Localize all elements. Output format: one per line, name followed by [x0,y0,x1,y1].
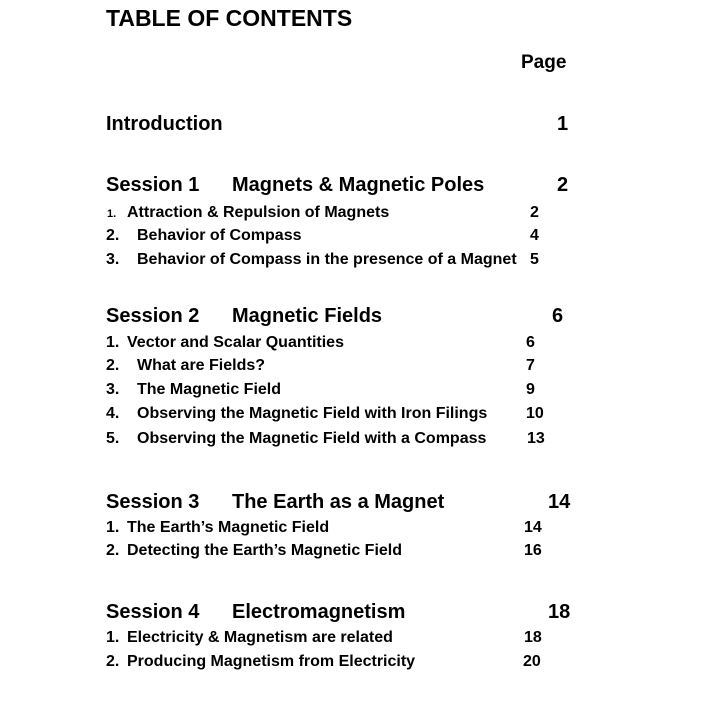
session-4-label: Session 4 [106,601,200,623]
session-1-item-1-page: 2 [530,204,539,221]
session-1-item-2-page: 4 [530,227,539,244]
session-2-item-2-page: 7 [526,357,535,374]
session-2-item-4-page: 10 [526,405,544,422]
session-1-label: Session 1 [106,174,200,196]
introduction-page: 1 [557,113,569,135]
session-4-item-1-num: 1. [106,629,120,646]
session-4-title: Electromagnetism [232,601,406,623]
session-2-item-3-label: The Magnetic Field [137,381,282,398]
page-title: TABLE OF CONTENTS [106,5,353,31]
session-4-item-2-label: Producing Magnetism from Electricity [127,653,416,670]
session-2-item-2-label: What are Fields? [137,357,266,374]
session-1-item-3-num: 3. [106,251,120,268]
session-1-item-1-num: 1. [107,208,117,220]
session-3-page: 14 [548,491,571,513]
session-1-page: 2 [557,174,569,196]
session-4-item-1-label: Electricity & Magnetism are related [127,629,393,646]
session-2-item-3-page: 9 [526,381,535,398]
session-2-item-3-num: 3. [106,381,120,398]
session-3-item-2-label: Detecting the Earth’s Magnetic Field [127,542,403,559]
session-2-item-4-num: 4. [106,405,120,422]
introduction-label: Introduction [106,113,223,135]
session-1-item-2-num: 2. [106,227,120,244]
session-1-item-3-page: 5 [530,251,539,268]
page-column-header: Page [521,52,567,73]
session-2-item-1-num: 1. [106,334,120,351]
session-2-item-5-label: Observing the Magnetic Field with a Compass [137,430,487,447]
session-2-item-2-num: 2. [106,357,120,374]
session-2-item-5-num: 5. [106,430,120,447]
session-1-title: Magnets & Magnetic Poles [232,174,485,196]
session-2-title: Magnetic Fields [232,305,383,327]
session-4-item-1-page: 18 [524,629,542,646]
session-2-item-1-label: Vector and Scalar Quantities [127,334,344,351]
session-1-item-1-label: Attraction & Repulsion of Magnets [127,204,390,221]
session-3-item-1-num: 1. [106,519,120,536]
session-2-item-4-label: Observing the Magnetic Field with Iron Filings [137,405,488,422]
session-2-label: Session 2 [106,305,200,327]
session-2-page: 6 [552,305,564,327]
session-2-item-1-page: 6 [526,334,535,351]
session-4-page: 18 [548,601,571,623]
session-4-item-2-page: 20 [523,653,541,670]
session-1-item-3-label: Behavior of Compass in the presence of a Magnet [137,251,517,268]
session-3-item-2-num: 2. [106,542,120,559]
session-2-item-5-page: 13 [527,430,545,447]
session-4-item-2-num: 2. [106,653,120,670]
session-3-item-1-label: The Earth’s Magnetic Field [127,519,330,536]
session-3-item-1-page: 14 [524,519,542,536]
session-3-title: The Earth as a Magnet [232,491,445,513]
session-3-label: Session 3 [106,491,200,513]
session-1-item-2-label: Behavior of Compass [137,227,302,244]
session-3-item-2-page: 16 [524,542,542,559]
